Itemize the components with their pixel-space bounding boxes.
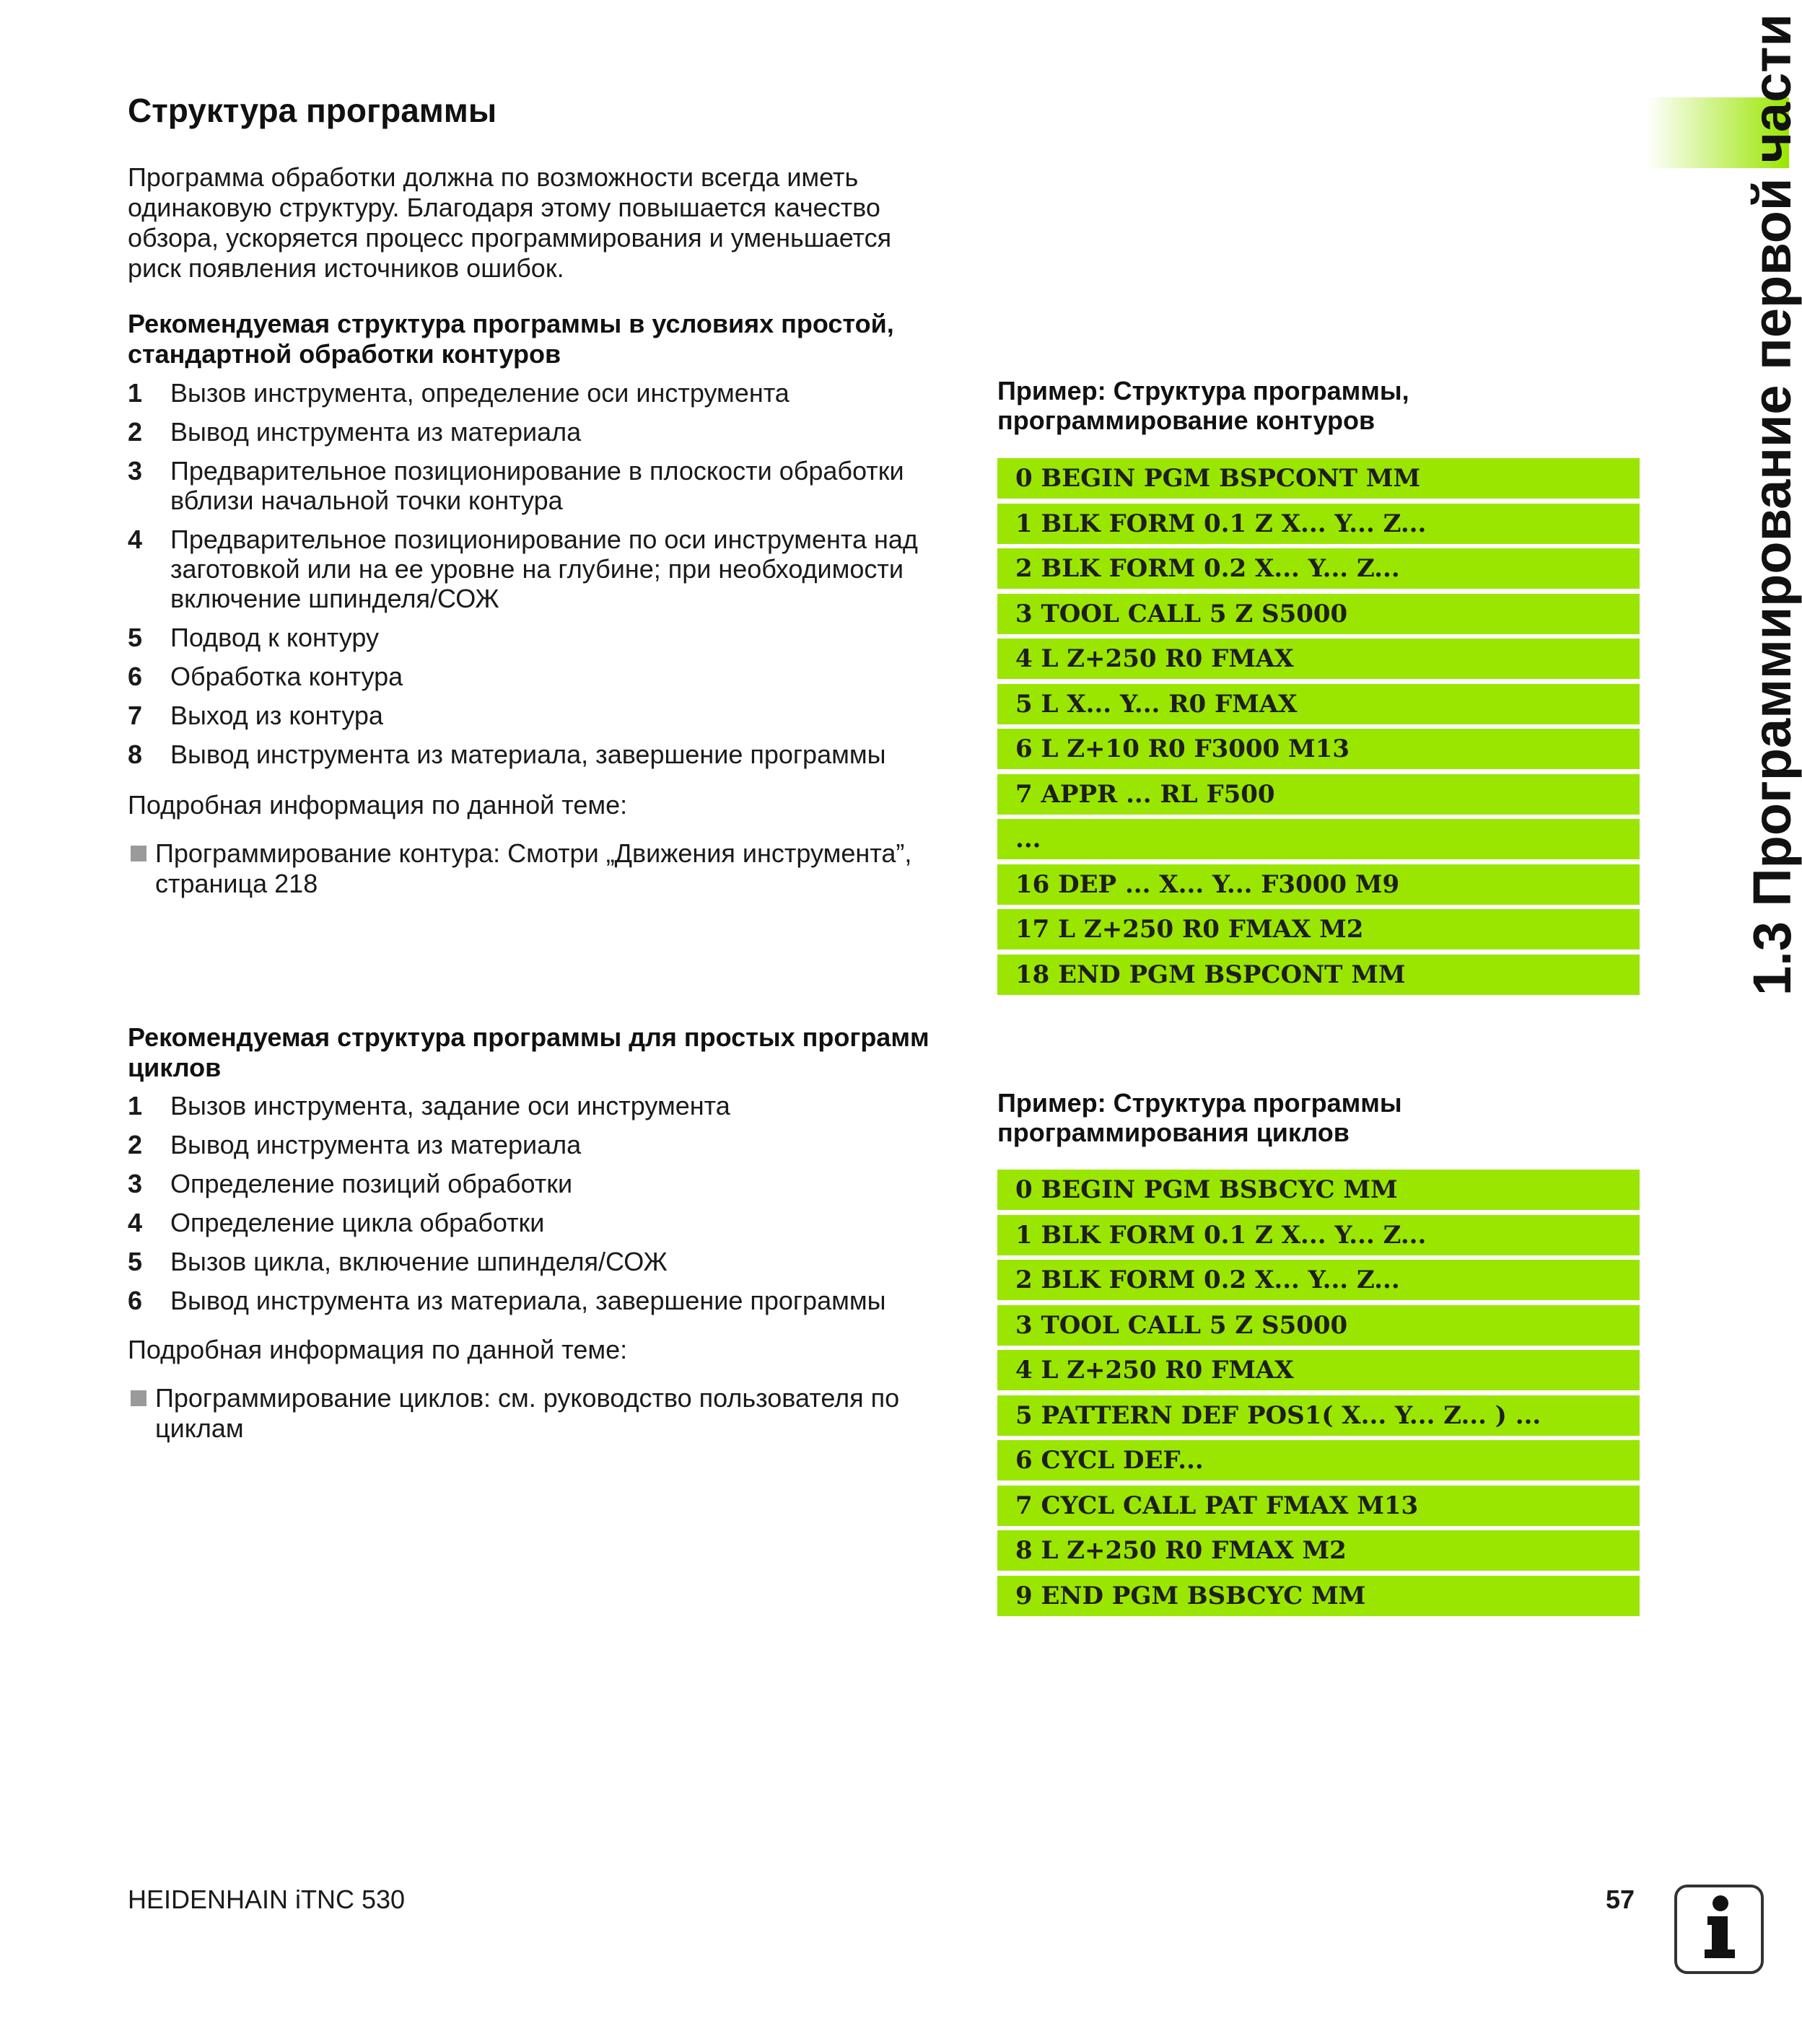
list-item [128, 378, 968, 408]
code-line: 0 BEGIN PGM BSBCYC MM [997, 1170, 1640, 1210]
footer-product-name: HEIDENHAIN iTNC 530 [128, 1885, 406, 1914]
list-item [128, 740, 968, 769]
code-line: 0 BEGIN PGM BSPCONT MM [997, 458, 1640, 499]
list-item [128, 1130, 968, 1159]
code-line: 16 DEP ... X... Y... F3000 M9 [997, 864, 1640, 905]
cycle-example-title: Пример: Структура программы программирования циклов [997, 1088, 1402, 1147]
step-text: Предварительное позиционирование по оси инструмента над заготовкой или на ее уровне на глубине; при необходимости включение шпинделя/СОЖ [170, 525, 918, 613]
step-text: Определение позиций обработки [170, 1169, 573, 1198]
code-line: 8 L Z+250 R0 FMAX M2 [997, 1530, 1640, 1571]
code-line: 1 BLK FORM 0.1 Z X... Y... Z... [997, 1215, 1640, 1255]
code-line: 4 L Z+250 R0 FMAX [997, 1350, 1640, 1390]
cycle-reference-bullet [128, 1383, 965, 1444]
list-item [128, 701, 968, 730]
step-text: Вывод инструмента из материала [170, 417, 582, 447]
code-line: ... [997, 819, 1640, 859]
step-text: Выход из контура [170, 701, 383, 730]
step-text: Предварительное позиционирование в плоскости обработки вблизи начальной точки контура [170, 456, 904, 515]
list-item [128, 1091, 968, 1120]
contour-steps-list [128, 378, 968, 778]
page-number: 57 [1606, 1885, 1635, 1914]
list-item [128, 662, 968, 691]
step-number: 4 [128, 525, 143, 554]
cycle-more-info: Подробная информация по данной теме: [128, 1335, 628, 1364]
list-item [128, 623, 968, 652]
list-item [128, 1286, 968, 1315]
code-line: 9 END PGM BSBCYC MM [997, 1576, 1640, 1616]
step-number: 1 [128, 1091, 143, 1120]
cycle-steps-list [128, 1091, 968, 1325]
code-line: 2 BLK FORM 0.2 X... Y... Z... [997, 548, 1640, 589]
list-item [128, 456, 968, 515]
step-number: 7 [128, 701, 143, 730]
code-line: 1 BLK FORM 0.1 Z X... Y... Z... [997, 504, 1640, 544]
step-number: 4 [128, 1208, 143, 1237]
contour-example-title: Пример: Структура программы, программирование контуров [997, 376, 1409, 435]
step-number: 8 [128, 740, 143, 769]
code-line: 6 L Z+10 R0 F3000 M13 [997, 729, 1640, 769]
step-text: Вызов инструмента, определение оси инструмента [170, 378, 790, 408]
code-line: 3 TOOL CALL 5 Z S5000 [997, 594, 1640, 634]
bullet-square-icon [131, 1390, 146, 1406]
step-number: 3 [128, 1169, 143, 1198]
code-line: 17 L Z+250 R0 FMAX M2 [997, 909, 1640, 949]
step-text: Подвод к контуру [170, 623, 379, 652]
code-line: 3 TOOL CALL 5 Z S5000 [997, 1305, 1640, 1346]
step-text: Вывод инструмента из материала [170, 1130, 582, 1159]
info-icon [1674, 1885, 1764, 1974]
code-line: 5 L X... Y... R0 FMAX [997, 684, 1640, 724]
list-item [128, 1169, 968, 1198]
code-line: 18 END PGM BSPCONT MM [997, 955, 1640, 995]
code-line: 7 APPR ... RL F500 [997, 774, 1640, 815]
cycle-example-code [997, 1170, 1640, 1620]
code-line: 4 L Z+250 R0 FMAX [997, 639, 1640, 679]
contour-reference-text: Программирование контура: Смотри „Движения инструмента”, страница 218 [155, 838, 912, 898]
contour-example-code [997, 458, 1640, 999]
code-line: 6 CYCL DEF... [997, 1440, 1640, 1481]
step-text: Вызов инструмента, задание оси инструмента [170, 1091, 730, 1120]
contour-structure-heading: Рекомендуемая структура программы в условиях простой, стандартной обработки контуров [128, 309, 894, 369]
cycle-reference-text: Программирование циклов: см. руководство пользователя по циклам [155, 1383, 900, 1443]
step-number: 2 [128, 1130, 143, 1159]
step-number: 1 [128, 378, 143, 408]
code-line: 7 CYCL CALL PAT FMAX M13 [997, 1486, 1640, 1526]
step-number: 2 [128, 417, 143, 447]
intro-paragraph: Программа обработки должна по возможности всегда иметь одинаковую структуру. Благодаря этому повышается качество обзора, ускоряется процесс программирования и уменьшается риск появления источников ошибок. [128, 162, 892, 283]
list-item [128, 525, 968, 613]
step-number: 5 [128, 623, 143, 652]
step-text: Вывод инструмента из материала, завершение программы [170, 1286, 886, 1315]
code-line: 5 PATTERN DEF POS1( X... Y... Z... ) ... [997, 1395, 1640, 1436]
step-text: Вывод инструмента из материала, завершение программы [170, 740, 886, 769]
step-text: Вызов цикла, включение шпинделя/СОЖ [170, 1247, 668, 1276]
list-item [128, 1208, 968, 1237]
step-text: Обработка контура [170, 662, 403, 691]
cycle-structure-heading: Рекомендуемая структура программы для простых программ циклов [128, 1022, 930, 1082]
code-line: 2 BLK FORM 0.2 X... Y... Z... [997, 1260, 1640, 1300]
step-number: 3 [128, 456, 143, 486]
section-side-title: 1.3 Программирование первой части [1742, 14, 1802, 996]
step-number: 6 [128, 1286, 143, 1315]
list-item [128, 1247, 968, 1276]
list-item [128, 417, 968, 447]
step-number: 6 [128, 662, 143, 691]
bullet-square-icon [131, 846, 146, 861]
contour-more-info: Подробная информация по данной теме: [128, 790, 628, 820]
step-number: 5 [128, 1247, 143, 1276]
page-title: Структура программы [128, 92, 497, 129]
contour-reference-bullet [128, 838, 965, 899]
step-text: Определение цикла обработки [170, 1208, 545, 1237]
